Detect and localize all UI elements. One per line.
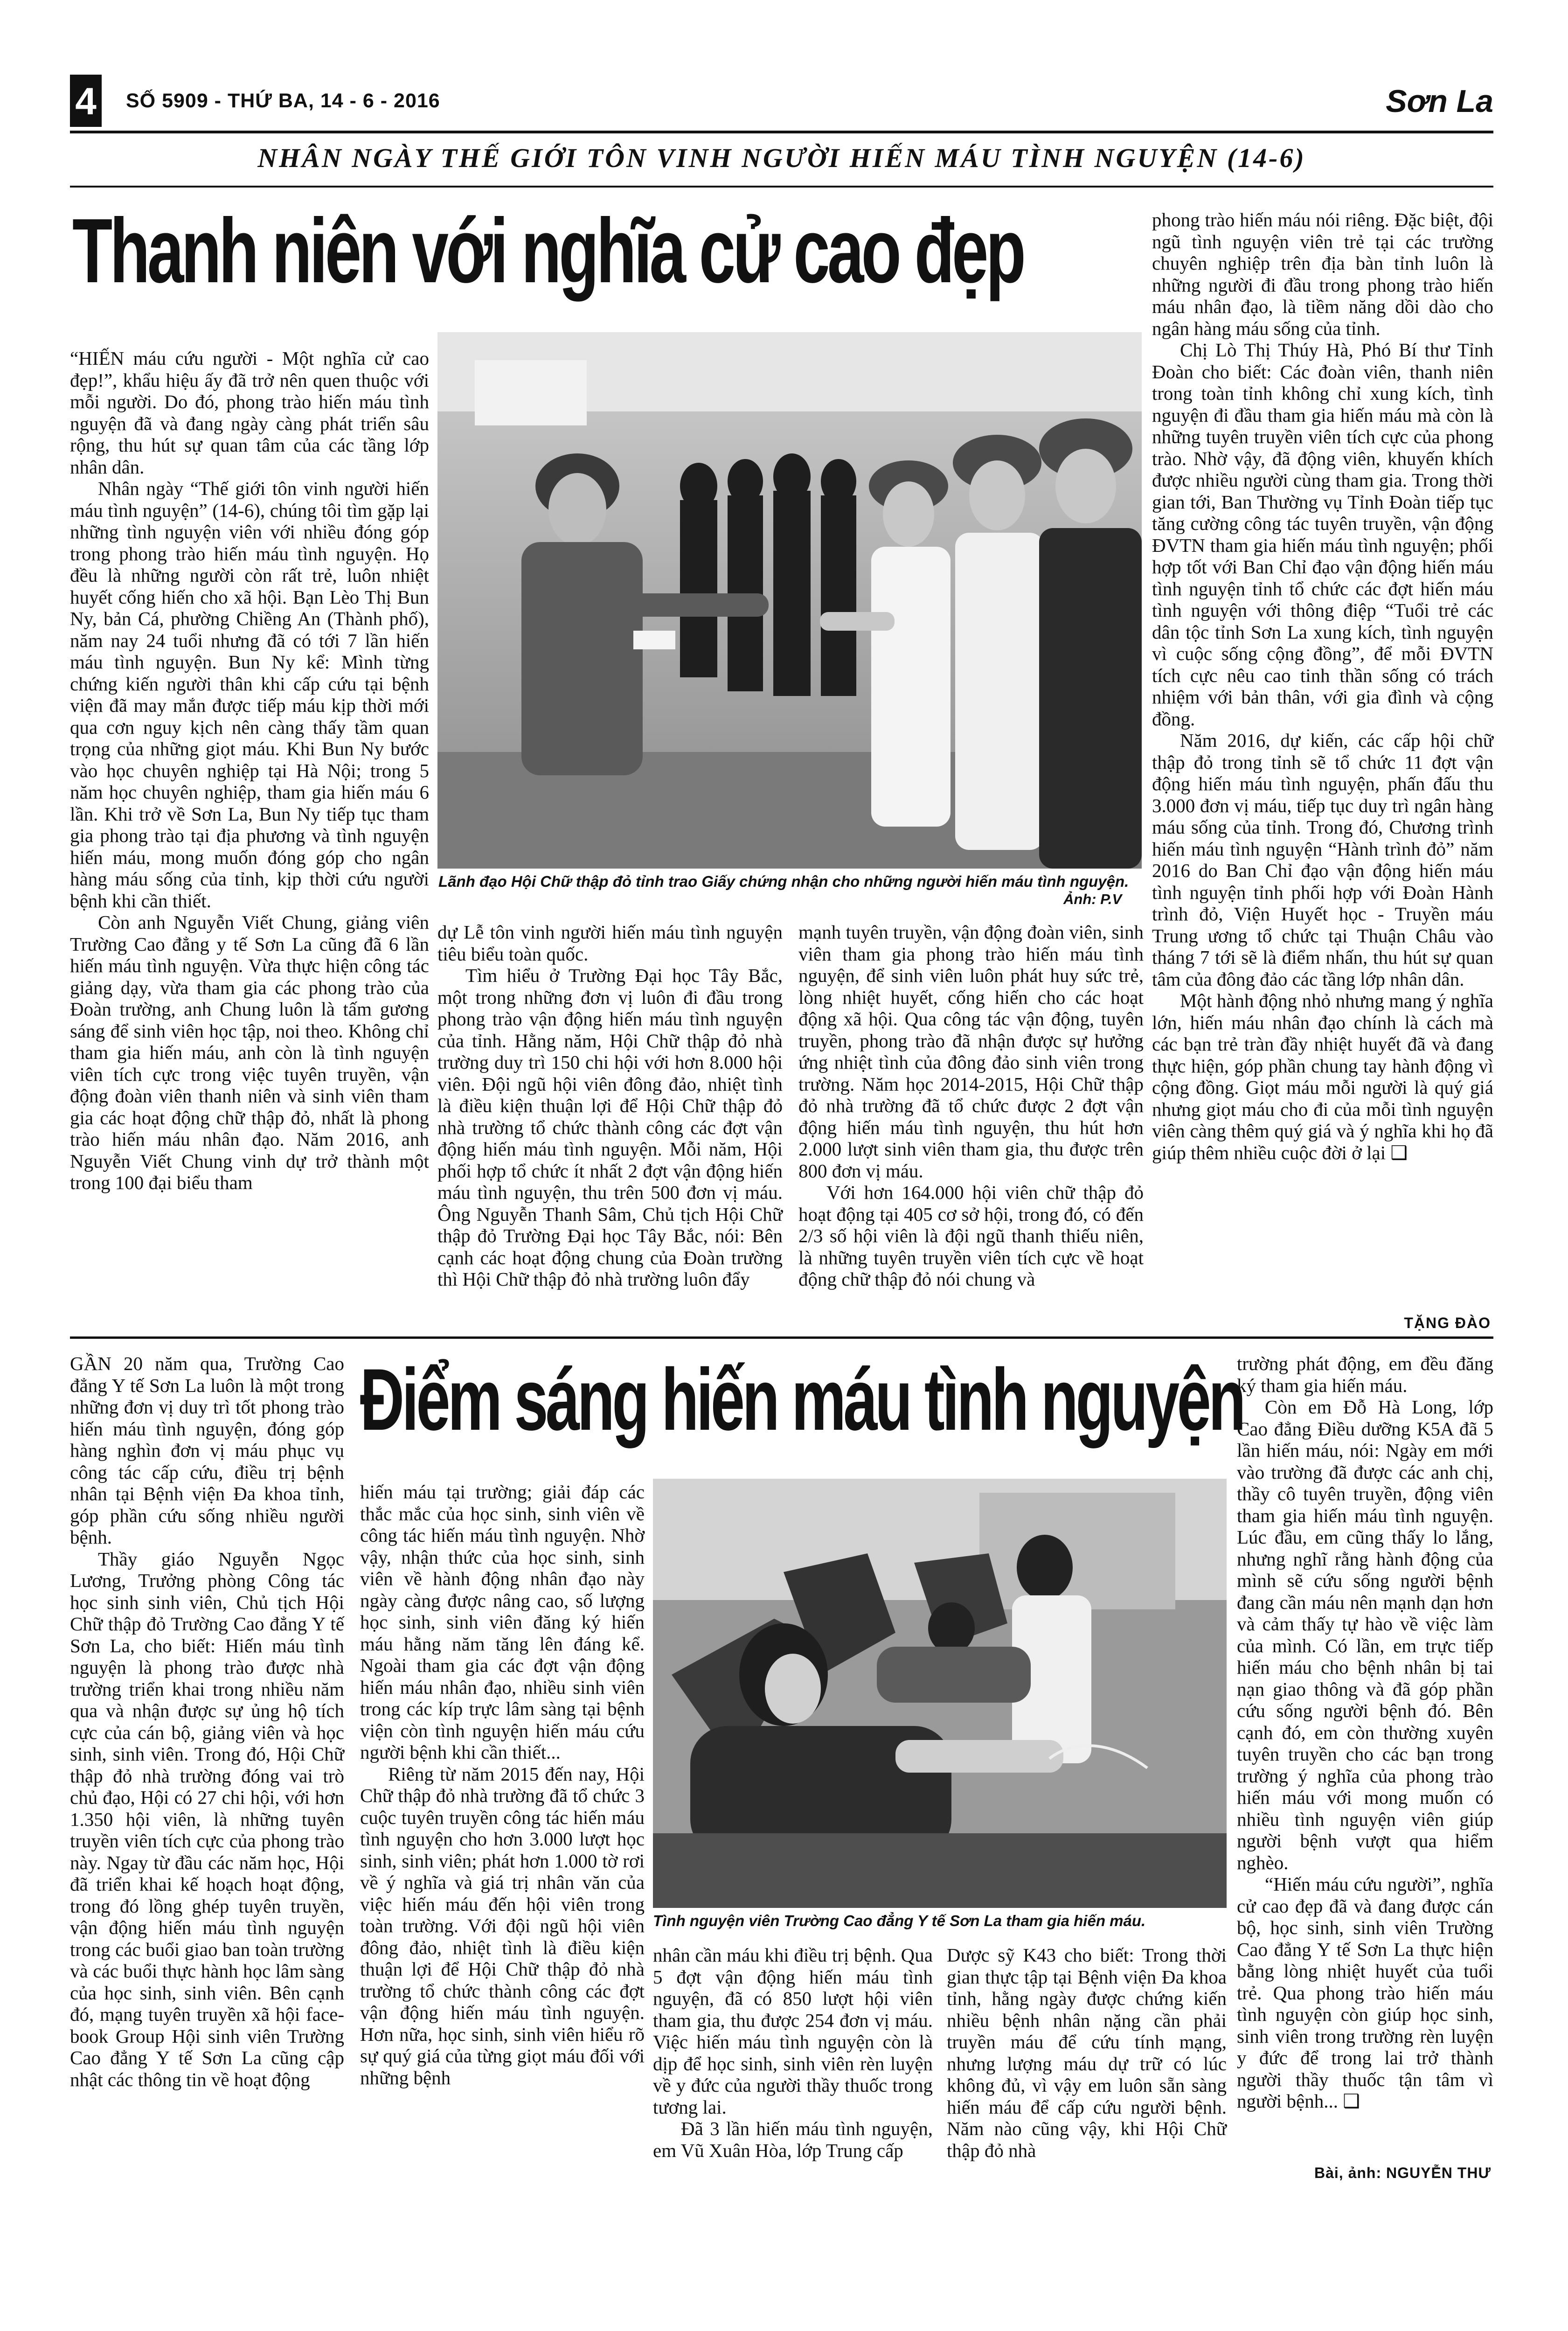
article2-photo	[653, 1479, 1227, 1908]
article1-paragraph: Chị Lò Thị Thúy Hà, Phó Bí thư Tỉnh Đoàn cho biết: Các đoàn viên, thanh niên trong toàn tỉnh không chỉ xung kích, tình nguyện đi đầu tham gia hiến máu mà còn là những tuyên truyền viên tích cực của phong trào. Nhờ vậy, đã động viên, khuyến khích được nhiều người cùng tham gia. Trong thời gian tới, Ban Thường vụ Tỉnh Đoàn tiếp tục tăng cường công tác tuyên truyền, vận động ĐVTN tham gia hiến máu tình nguyện; phối hợp tốt với Ban Chỉ đạo vận động hiến máu tình nguyện tỉnh tổ chức các đợt hiến máu tình nguyện với thông điệp “Tuổi trẻ các dân tộc tỉnh Sơn La xung kích, tình nguyện vì cuộc sống cộng đồng”, để mỗi ĐVTN tích cực nêu cao tinh thần sống có trách nhiệm với bản thân, với gia đình và cộng đồng.	[1152, 339, 1493, 730]
page-number: 4	[75, 80, 97, 123]
article2-photo-caption: Tình nguyện viên Trường Cao đẳng Y tế Sơn La tham gia hiến máu.	[653, 1912, 1146, 1929]
article2-column-2	[360, 1481, 645, 2088]
article2-column-4	[947, 1944, 1227, 2161]
section-divider	[70, 1336, 1493, 1339]
article1-paragraph: Nhân ngày “Thế giới tôn vinh người hiến máu tình nguyện” (14-6), chúng tôi tìm gặp lại những tình nguyện viên với nhiều đóng góp trong phong trào hiến máu tình nguyện. Họ đều là những người còn rất trẻ, luôn nhiệt huyết cống hiến cho xã hội. Bạn Lèo Thị Bun Ny, bản Cá, phường Chiềng An (Thành phố), năm nay 24 tuổi nhưng đã có tới 7 lần hiến máu tình nguyện. Bun Ny kể: Mình từng chứng kiến người thân khi cấp cứu tại bệnh viện đã may mắn được tiếp máu kịp thời mới qua cơn nguy kịch nên càng thấy tầm quan trọng của những giọt máu. Khi Bun Ny bước vào học chuyên nghiệp tại Hà Nội; trong 5 năm học chuyên nghiệp, tham gia hiến máu 6 lần. Khi trở về Sơn La, Bun Ny tiếp tục tham gia phong trào tại địa phương và tình nguyện hiến máu, mong muốn đóng góp cho ngân hàng máu sống của tỉnh, kịp thời cứu người bệnh khi cần thiết.	[70, 478, 429, 912]
issue-line: SỐ 5909 - THỨ BA, 14 - 6 - 2016	[126, 90, 440, 112]
article1-column-1	[70, 348, 429, 1194]
header-rule	[70, 131, 1493, 133]
article1-paragraph: Còn anh Nguyễn Viết Chung, giảng viên Trường Cao đẳng y tế Sơn La cũng đã 6 lần hiến máu tình nguyện. Vừa thực hiện công tác giảng dạy, vừa tham gia các phong trào của Đoàn trường, anh Chung luôn là tấm gương sáng để sinh viên học tập, noi theo. Không chỉ tham gia hiến máu, anh còn là tình nguyện viên tích cực trong việc tuyên truyền, vận động đoàn viên thanh niên và sinh viên tham gia các hoạt động chữ thập đỏ, nhất là phong trào hiến máu nhân đạo. Năm 2016, anh Nguyễn Viết Chung vinh dự trở thành một trong 100 đại biểu tham	[70, 912, 429, 1193]
article2-paragraph: GẦN 20 năm qua, Trường Cao đẳng Y tế Sơn La luôn là một trong những đơn vị duy trì tốt phong trào hiến máu tình nguyện, đóng góp hàng nghìn đơn vị máu phục vụ công tác cấp cứu, điều trị bệnh nhân tại Bệnh viện Đa khoa tỉnh, góp phần cứu sống nhiều người bệnh.	[70, 1353, 344, 1548]
blood-donor-ceremony-image	[437, 332, 1142, 869]
article1-paragraph: phong trào hiến máu nói riêng. Đặc biệt, đội ngũ tình nguyện viên trẻ tại các trường chuyên nghiệp trên địa bàn tỉnh luôn là những người đi đầu trong phong trào hiến máu nhân đạo, là tiềm năng dồi dào cho ngân hàng máu sống của tỉnh.	[1152, 209, 1493, 339]
article2-paragraph: trường phát động, em đều đăng ký tham gia hiến máu.	[1237, 1353, 1493, 1396]
article2-column-3	[653, 1944, 933, 2161]
article1-column-3	[798, 921, 1144, 1290]
article1-kicker: NHÂN NGÀY THẾ GIỚI TÔN VINH NGƯỜI HIẾN MÁU TÌNH NGUYỆN (14-6)	[257, 143, 1306, 173]
article2-byline: Bài, ảnh: NGUYỄN THƯ	[1314, 2164, 1491, 2181]
article2-paragraph: Riêng từ năm 2015 đến nay, Hội Chữ thập đỏ nhà trường đã tổ chức 3 cuộc tuyên truyền công tác hiến máu tình nguyện cho hơn 3.000 lượt học sinh, sinh viên; phát hơn 1.000 tờ rơi về ý nghĩa và giá trị nhân văn của việc hiến máu đến hội viên trong toàn trường. Với đội ngũ hội viên đông đảo, nhiệt tình là điều kiện thuận lợi để Hội Chữ thập đỏ nhà trường tổ chức thành công các đợt vận động hiến máu tình nguyện. Hơn nữa, học sinh, sinh viên hiểu rõ sự quý giá của từng giọt máu đối với những bệnh	[360, 1763, 645, 2088]
article1-column-2	[437, 921, 783, 1290]
article2-paragraph: nhân cần máu khi điều trị bệnh. Qua 5 đợt vận động hiến máu tình nguyện, đã có 850 lượt hội viên tham gia, thu được 254 đơn vị máu. Việc hiến máu tình nguyện còn là dịp để học sinh, sinh viên rèn luyện về y đức của người thầy thuốc trong tương lai.	[653, 1944, 933, 2118]
article2-paragraph: Dược sỹ K43 cho biết: Trong thời gian thực tập tại Bệnh viện Đa khoa tỉnh, hằng ngày được chứng kiến nhiều bệnh nhân nặng cần phải truyền máu để cứu tính mạng, nhưng lượng máu dự trữ có lúc không đủ, vì vậy em luôn sẵn sàng hiến máu để cấp cứu người bệnh. Năm nào cũng vậy, khi Hội Chữ thập đỏ nhà	[947, 1944, 1227, 2161]
article1-paragraph: Một hành động nhỏ nhưng mang ý nghĩa lớn, hiến máu nhân đạo chính là cách mà các bạn trẻ tràn đầy nhiệt huyết đã và đang thực hiện, góp phần chung tay hành động vì cộng đồng. Giọt máu mỗi người là quý giá nhưng giọt máu cho đi của mỗi tình nguyện viên càng thêm quý giá và ý nghĩa khi họ đã giúp thêm nhiều cuộc đời ở lại ❑	[1152, 990, 1493, 1163]
blood-donation-image	[653, 1479, 1227, 1908]
article2-column-1	[70, 1353, 344, 2090]
article2-paragraph: Đã 3 lần hiến máu tình nguyện, em Vũ Xuân Hòa, lớp Trung cấp	[653, 2118, 933, 2161]
article2-column-5	[1237, 1353, 1493, 2112]
article1-paragraph: Năm 2016, dự kiến, các cấp hội chữ thập đỏ trong tỉnh sẽ tổ chức 11 đợt vận động hiến máu tình nguyện, phấn đấu thu 3.000 đơn vị máu, tiếp tục duy trì ngân hàng máu sống của tỉnh. Trong đó, Chương trình hiến máu tình nguyện “Hành trình đỏ” năm 2016 do Ban Chỉ đạo vận động hiến máu tình nguyện tỉnh phối hợp với Đoàn Hành trình đỏ, Viện Huyết học - Truyền máu Trung ương tổ chức tại Thuận Châu vào tháng 7 tới sẽ là điểm nhấn, thu hút sự quan tâm của đông đảo các tầng lớp nhân dân.	[1152, 730, 1493, 990]
article1-paragraph: “HIẾN máu cứu người - Một nghĩa cử cao đẹp!”, khẩu hiệu ấy đã trở nên quen thuộc với mỗi người. Do đó, phong trào hiến máu tình nguyện đã và đang ngày càng phát triển sâu rộng, thu hút sự quan tâm của các tầng lớp nhân dân.	[70, 348, 429, 478]
article1-photo-caption: Lãnh đạo Hội Chữ thập đỏ tỉnh trao Giấy chứng nhận cho những người hiến máu tình nguyện.	[438, 873, 1129, 890]
article2-paragraph: hiến máu tại trường; giải đáp các thắc mắc của học sinh, sinh viên về công tác hiến máu tình nguyện. Nhờ vậy, nhận thức của học sinh, sinh viên về hành động nhân đạo này ngày càng được nâng cao, số lượng học sinh, sinh viên đăng ký hiến máu hằng năm tăng lên đáng kể. Ngoài tham gia các đợt vận động hiến máu nhân đạo, nhiều sinh viên trong các kíp trực lâm sàng tại bệnh viện còn tình nguyện hiến máu cứu người bệnh khi cần thiết...	[360, 1481, 645, 1763]
kicker-rule	[70, 186, 1493, 188]
article1-paragraph: Tìm hiểu ở Trường Đại học Tây Bắc, một trong những đơn vị luôn đi đầu trong phong trào vận động hiến máu tình nguyện của tỉnh. Hằng năm, Hội Chữ thập đỏ nhà trường duy trì 150 chi hội với hơn 8.000 hội viên. Đội ngũ hội viên đông đảo, nhiệt tình là điều kiện thuận lợi để Hội Chữ thập đỏ nhà trường tổ chức thành công các đợt vận động hiến máu tình nguyện. Mỗi năm, Hội phối hợp tổ chức ít nhất 2 đợt vận động hiến máu tình nguyện, thu trên 500 đơn vị máu. Ông Nguyễn Thanh Sâm, Chủ tịch Hội Chữ thập đỏ Trường Đại học Tây Bắc, nói: Bên cạnh các hoạt động chung của Đoàn trường thì Hội Chữ thập đỏ nhà trường luôn đẩy	[437, 965, 783, 1290]
article2-paragraph: Còn em Đỗ Hà Long, lớp Cao đẳng Điều dưỡng K5A đã 5 lần hiến máu, nói: Ngày em mới vào trường đã được các anh chị, thầy cô tuyên truyền, động viên tham gia hiến máu tình nguyện. Lúc đầu, em cũng thấy lo lắng, nhưng nghĩ rằng hành động của mình sẽ cứu sống người bệnh đang cần máu nên mạnh dạn hơn và cảm thấy tự hào về việc làm của mình. Có lần, em trực tiếp hiến máu cho bệnh nhân bị tai nạn giao thông và đã góp phần cứu sống người bệnh đó. Bên cạnh đó, em còn thường xuyên tuyên truyền cho các bạn trong trường ý nghĩa của phong trào hiến máu với mong muốn có nhiều tình nguyện viên giúp người bệnh vượt qua hiểm nghèo.	[1237, 1396, 1493, 1873]
article1-paragraph: dự Lễ tôn vinh người hiến máu tình nguyện tiêu biểu toàn quốc.	[437, 921, 783, 965]
article2-paragraph: “Hiến máu cứu người”, nghĩa cử cao đẹp đã và đang được cán bộ, học sinh, sinh viên Trường Cao đẳng Y tế Sơn La thực hiện bằng lòng nhiệt huyết của tuổi trẻ. Qua phong trào hiến máu tình nguyện còn giúp học sinh, sinh viên trong trường rèn luyện y đức để trong lai trở thành người thầy thuốc tận tâm vì người bệnh... ❑	[1237, 1873, 1493, 2112]
article1-paragraph: Với hơn 164.000 hội viên chữ thập đỏ hoạt động tại 405 cơ sở hội, trong đó, có đến 2/3 số hội viên là đội ngũ thanh thiếu niên, là những tuyên truyền viên tích cực về hoạt động chữ thập đỏ nói chung và	[798, 1182, 1144, 1290]
article2-headline: Điểm sáng hiến máu tình nguyện	[360, 1350, 1243, 1448]
paper-name: Sơn La	[1386, 83, 1493, 119]
article1-paragraph: mạnh tuyên truyền, vận động đoàn viên, sinh viên tham gia phong trào hiến máu tình nguyện, để sinh viên luôn phát huy sức trẻ, lòng nhiệt huyết, cống hiến cho các hoạt động xã hội. Qua công tác vận động, tuyên truyền, phong trào đã nhận được sự hưởng ứng nhiệt tình của đông đảo sinh viên trong trường. Năm học 2014-2015, Hội Chữ thập đỏ nhà trường đã tổ chức được 2 đợt vận động hiến máu tình nguyện, thu hút hơn 2.000 lượt sinh viên tham gia, thu được trên 800 đơn vị máu.	[798, 921, 1144, 1182]
article1-photo-credit: Ảnh: P.V	[1063, 891, 1122, 907]
article2-paragraph: Thầy giáo Nguyễn Ngọc Lương, Trưởng phòng Công tác học sinh sinh viên, Chủ tịch Hội Chữ thập đỏ Trường Cao đẳng Y tế Sơn La, cho biết: Hiến máu tình nguyện là phong trào được nhà trường triển khai trong nhiều năm qua và nhận được sự ủng hộ tích cực của cán bộ, giảng viên và học sinh, sinh viên. Trong đó, Hội Chữ thập đỏ nhà trường đóng vai trò chủ đạo, Hội có 27 chi hội, với hơn 1.350 hội viên, là những tuyên truyền viên tích cực của phong trào này. Ngay từ đầu các năm học, Hội đã triển khai kế hoạch hoạt động, trong đó lồng ghép tuyên truyền, vận động hiến máu tình nguyện trong các buổi giao ban toàn trường và các buổi thực hành học lâm sàng của học sinh, sinh viên. Bên cạnh đó, mạng tuyên truyền xã hội face-book Group Hội sinh viên Trường Cao đẳng Y tế Sơn La cũng cập nhật các thông tin về hoạt động	[70, 1548, 344, 2090]
article1-byline: TẶNG ĐÀO	[1404, 1315, 1491, 1331]
article1-headline: Thanh niên với nghĩa cử cao đẹp	[72, 200, 1024, 302]
article1-photo	[437, 332, 1142, 869]
article1-column-4	[1152, 209, 1493, 1163]
